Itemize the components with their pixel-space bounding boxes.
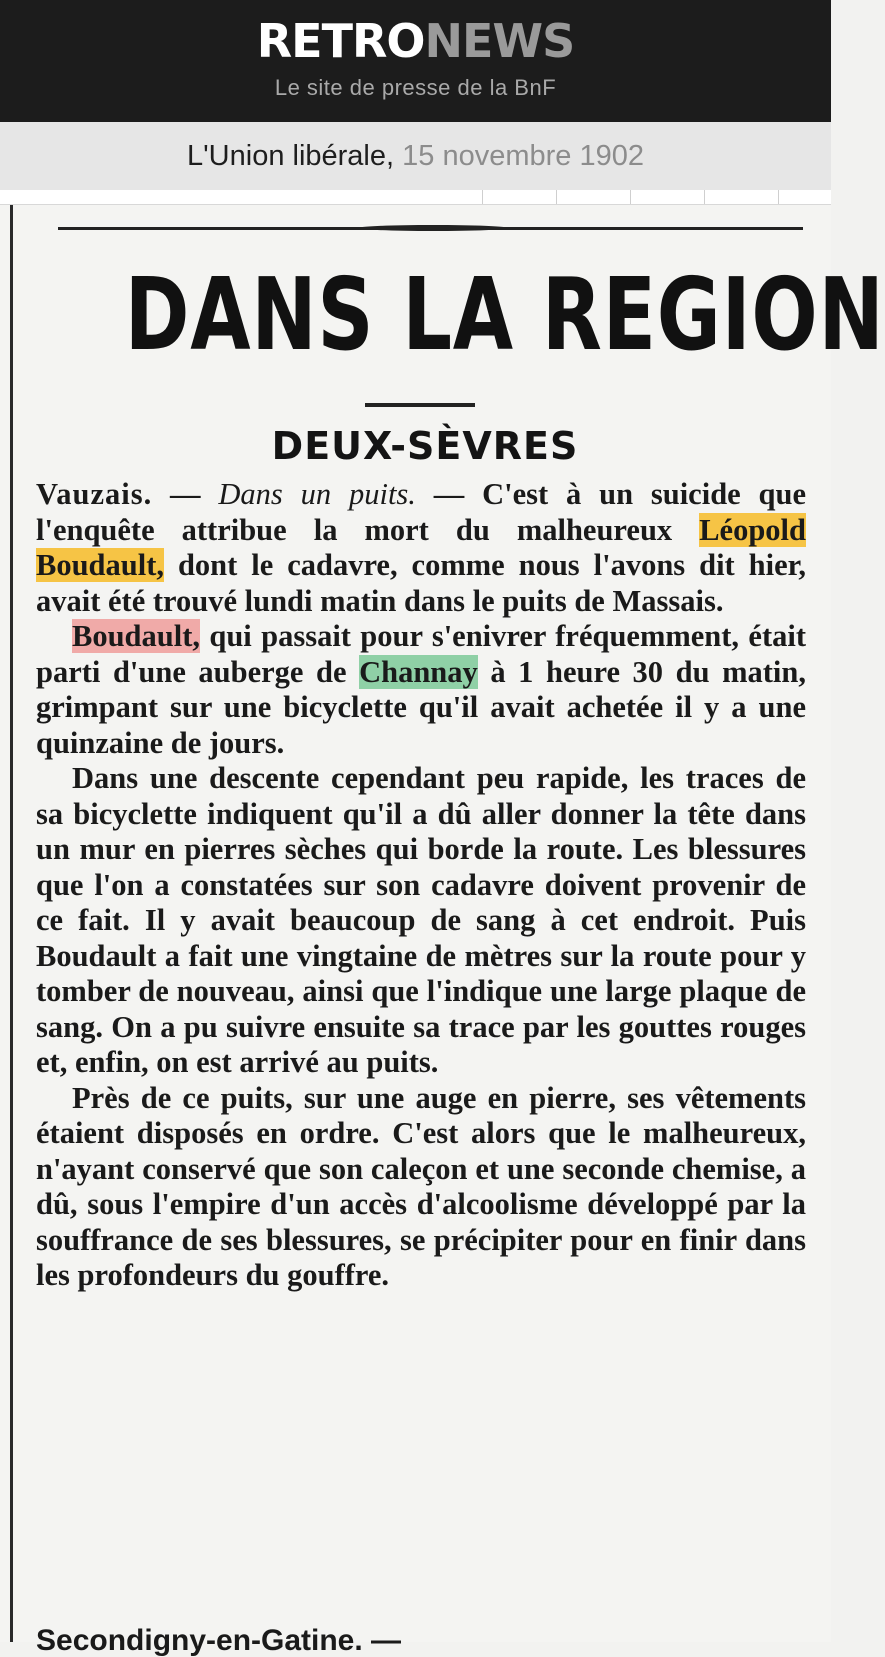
dash: — — [415, 477, 483, 511]
column-rule — [10, 205, 13, 1642]
site-tagline: Le site de presse de la BnF — [274, 75, 557, 100]
text: à 1 heure 30 du matin, grimpant sur une bicyclette qu'il avait achetée il y a une quinzaine de jours. — [36, 654, 806, 760]
logo-news: NEWS — [424, 14, 575, 68]
retronews-logo[interactable] — [0, 14, 831, 68]
text: qui passait pour s'enivrer fréquemment, était parti d'une auberge de — [36, 619, 806, 689]
ruler-tick — [482, 190, 483, 204]
article-body — [36, 477, 806, 1294]
dash: — — [152, 477, 219, 511]
highlight-last-name[interactable]: Boudault, — [36, 548, 164, 582]
logo-retro: RETRO — [256, 14, 425, 68]
highlight-first-name[interactable]: Léopold — [699, 512, 806, 547]
next-article-cut: Secondigny-en-Gatine. — — [36, 1624, 402, 1657]
section-heading: DEUX-SÈVRES — [271, 424, 579, 468]
highlight-name[interactable]: Boudault, — [72, 619, 200, 653]
page-ruler — [0, 190, 831, 205]
paragraph-4: Près de ce puits, sur une auge en pierre, ses vêtements étaient disposés en ordre. C'est alors que le malheureux, n'ayant conservé que son caleçon et une seconde chemise, a dû, sous l'empire d'un accès d'alcoolisme développé par la souffrance de ses blessures, se précipiter pour en finir dans les profondeurs du gouffre. — [36, 1080, 806, 1292]
headline-underline — [365, 403, 475, 407]
text: dont le cadavre, comme nous l'avons dit hier, avait été trouvé lundi matin dans le puits de Massais. — [36, 548, 806, 618]
ornamental-rule — [58, 227, 803, 230]
paragraph-2 — [36, 619, 806, 761]
ruler-tick — [704, 190, 705, 204]
ruler-tick — [778, 190, 779, 204]
site-header — [0, 0, 831, 122]
ruler-tick — [630, 190, 631, 204]
dateline-place: Vauzais. — [36, 477, 153, 511]
newspaper-clipping — [0, 205, 885, 1657]
clipping-headline: DANS LA REGION — [124, 256, 885, 373]
text: C'est à un suicide que l'enquête attribue la mort du malheureux — [36, 477, 806, 547]
publication-date: 15 novembre 1902 — [402, 140, 644, 172]
newspaper-name: L'Union libérale, — [187, 140, 395, 172]
source-title-bar — [0, 122, 831, 190]
ruler-tick — [556, 190, 557, 204]
highlight-place[interactable]: Channay — [359, 654, 478, 689]
article-subtitle: Dans un puits. — [218, 477, 416, 511]
paragraph-1 — [36, 477, 806, 619]
paragraph-3: Dans une descente cependant peu rapide, les traces de sa bicyclette indiquent qu'il a dû aller donner la tête dans un mur en pierres sèches qui borde la route. Les blessures que l'on a constatées sur son cadavre doivent provenir de ce fait. Il y avait beaucoup de sang à cet endroit. Puis Boudault a fait une vingtaine de mètres sur la route pour y tomber de nouveau, ainsi que l'indique une large plaque de sang. On a pu suivre ensuite sa trace par les gouttes rouges et, enfin, on est arrivé au puits. — [36, 761, 806, 1079]
